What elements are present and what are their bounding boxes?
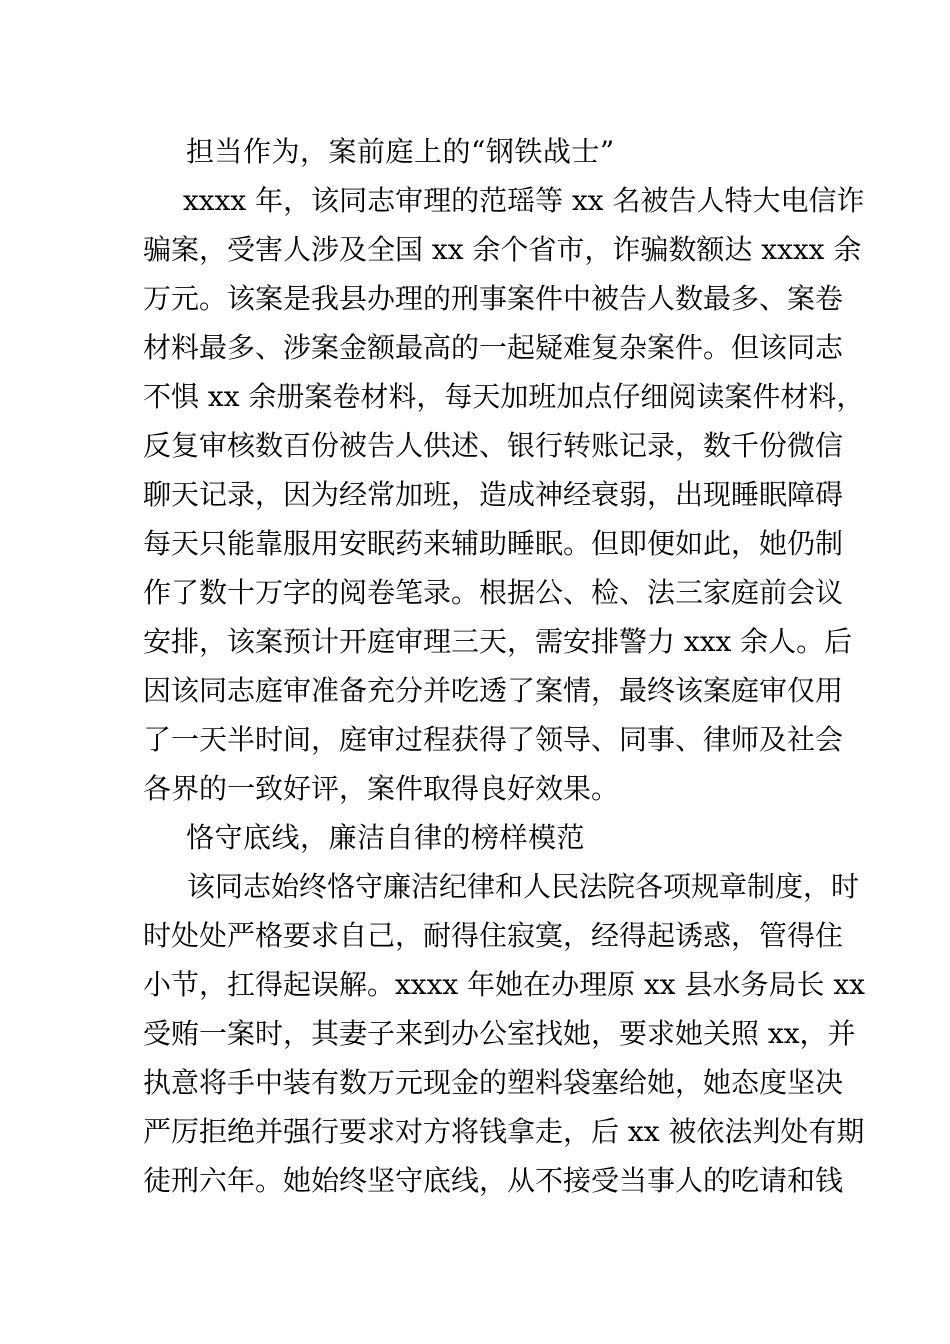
paragraph-line: 各界的一致好评，案件取得良好效果。: [143, 772, 620, 805]
paragraph-line: 材料最多、涉案金额最高的一起疑难复杂案件。但该同志: [143, 331, 844, 364]
section-heading-1: 担当作为，案前庭上的“钢铁战士”: [186, 135, 615, 168]
document-body: [143, 127, 865, 1205]
paragraph-line: 万元。该案是我县办理的刑事案件中被告人数最多、案卷: [143, 282, 844, 315]
section-heading-2: 恪守底线，廉洁自律的榜样模范: [186, 821, 586, 854]
paragraph-line: 执意将手中装有数万元现金的塑料袋塞给她，她态度坚决: [143, 1066, 844, 1099]
paragraph-line: 骗案，受害人涉及全国 xx 余个省市，诈骗数额达 xxxx 余: [143, 233, 862, 266]
paragraph-1: [143, 176, 865, 813]
paragraph-line: 严厉拒绝并强行要求对方将钱拿走，后 xx 被依法判处有期: [143, 1115, 865, 1148]
paragraph-line: 聊天记录，因为经常加班，造成神经衰弱，出现睡眠障碍: [143, 478, 844, 511]
paragraph-2: [143, 862, 865, 1205]
paragraph-line: 了一天半时间，庭审过程获得了领导、同事、律师及社会: [143, 723, 844, 756]
paragraph-line: 不惧 xx 余册案卷材料，每天加班加点仔细阅读案件材料，: [143, 380, 865, 413]
paragraph-line: 作了数十万字的阅卷笔录。根据公、检、法三家庭前会议: [143, 576, 844, 609]
paragraph-line: xxxx 年，该同志审理的范瑶等 xx 名被告人特大电信诈: [183, 184, 865, 217]
paragraph-line: 因该同志庭审准备充分并吃透了案情，最终该案庭审仅用: [143, 674, 844, 707]
paragraph-line: 时处处严格要求自己，耐得住寂寞，经得起诱惑，管得住: [143, 919, 844, 952]
paragraph-line: 该同志始终恪守廉洁纪律和人民法院各项规章制度，时: [187, 870, 860, 903]
paragraph-line: 受贿一案时，其妻子来到办公室找她，要求她关照 xx，并: [143, 1017, 856, 1050]
paragraph-line: 安排，该案预计开庭审理三天，需安排警力 xxx 余人。后: [143, 625, 853, 658]
paragraph-line: 反复审核数百份被告人供述、银行转账记录，数千份微信: [143, 429, 844, 462]
paragraph-line: 小节，扛得起误解。xxxx 年她在办理原 xx 县水务局长 xx: [143, 968, 865, 1001]
paragraph-line: 徒刑六年。她始终坚守底线，从不接受当事人的吃请和钱: [143, 1164, 844, 1197]
paragraph-line: 每天只能靠服用安眠药来辅助睡眠。但即便如此，她仍制: [143, 527, 844, 560]
